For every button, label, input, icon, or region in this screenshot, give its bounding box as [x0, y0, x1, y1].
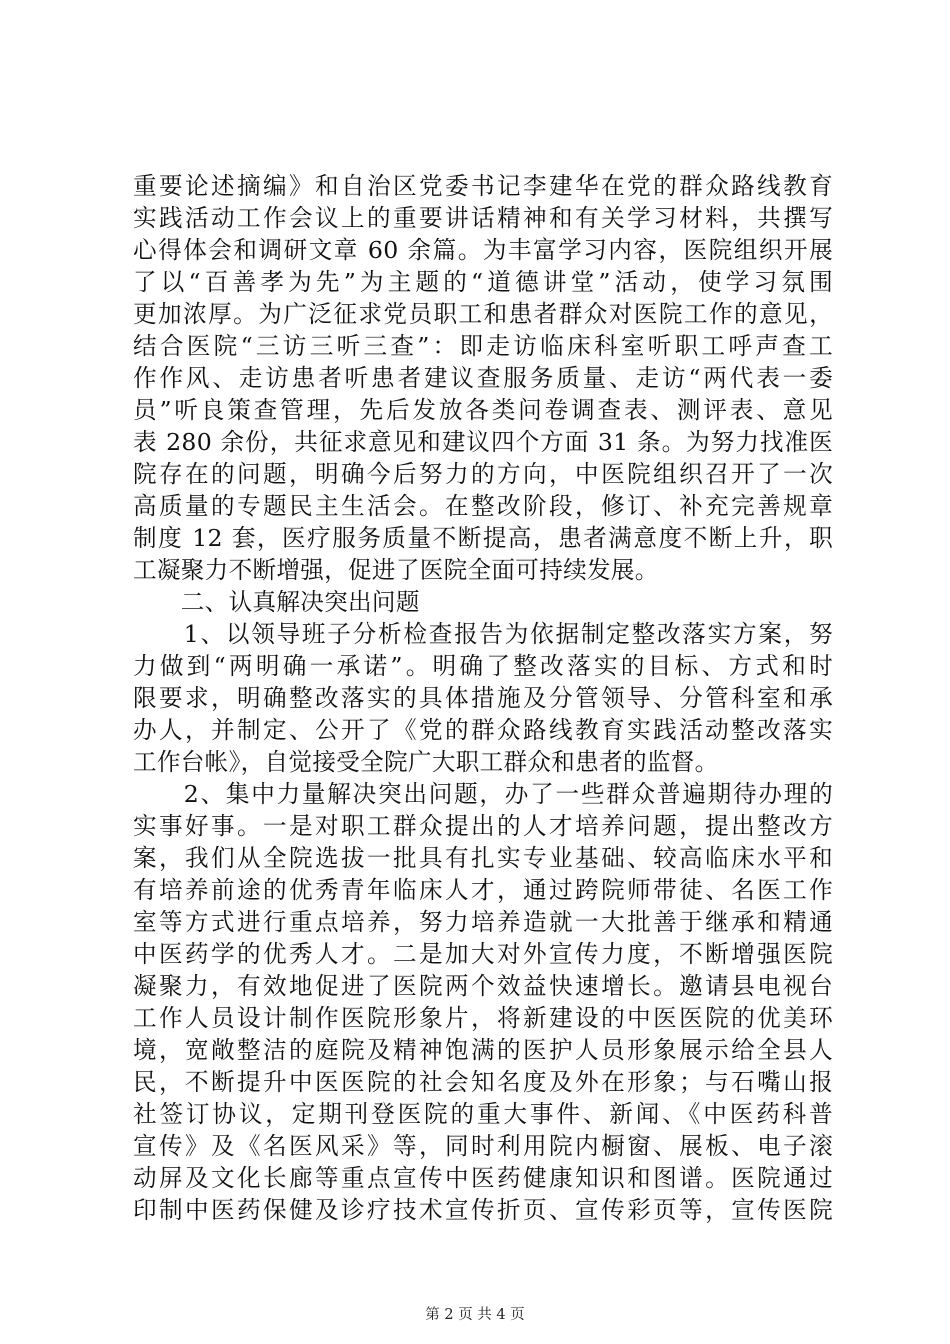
text-line-7: 作作风、走访患者听患者建议查服务质量、走访“两代表一委 [133, 364, 833, 392]
text-line-10: 院存在的问题，明确今后努力的方向，中医院组织召开了一次 [133, 460, 833, 488]
text-line-15: 1、以领导班子分析检查报告为依据制定整改落实方案，努 [133, 620, 833, 648]
text-line-12: 制度 12 套，医疗服务质量不断提高，患者满意度不断上升，职 [133, 524, 833, 552]
text-line-9: 表 280 余份，共征求意见和建议四个方面 31 条。为努力找准医 [133, 428, 833, 456]
text-line-22: 案，我们从全院选拔一批具有扎实专业基础、较高临床水平和 [133, 844, 833, 872]
text-line-13: 工凝聚力不断增强，促进了医院全面可持续发展。 [133, 556, 659, 584]
page-number-footer: 第 2 页 共 4 页 [425, 1307, 525, 1323]
text-line-3: 心得体会和调研文章 60 余篇。为丰富学习内容，医院组织开展 [133, 236, 833, 264]
text-line-21: 实事好事。一是对职工群众提出的人才培养问题，提出整改方 [133, 812, 833, 840]
text-line-5: 更加浓厚。为广泛征求党员职工和患者群众对医院工作的意见， [133, 300, 833, 328]
text-line-19: 工作台帐》，自觉接受全院广大职工群众和患者的监督。 [133, 748, 719, 776]
text-line-16: 力做到“两明确一承诺”。明确了整改落实的目标、方式和时 [133, 652, 833, 680]
text-line-24: 室等方式进行重点培养，努力培养造就一大批善于继承和精通 [133, 908, 833, 936]
text-line-4: 了以“百善孝为先”为主题的“道德讲堂”活动，使学习氛围 [133, 268, 833, 296]
text-line-30: 社签订协议，定期刊登医院的重大事件、新闻、《中医药科普 [133, 1100, 833, 1128]
text-line-6: 结合医院“三访三听三查”：即走访临床科室听职工呼声查工 [133, 332, 833, 360]
text-line-32: 动屏及文化长廊等重点宣传中医药健康知识和图谱。医院通过 [133, 1164, 833, 1192]
text-line-25: 中医药学的优秀人才。二是加大对外宣传力度，不断增强医院 [133, 940, 833, 968]
text-line-31: 宣传》及《名医风采》等，同时利用院内橱窗、展板、电子滚 [133, 1132, 833, 1160]
section-heading: 二、认真解决突出问题 [133, 588, 420, 616]
text-line-2: 实践活动工作会议上的重要讲话精神和有关学习材料，共撰写 [133, 204, 833, 232]
text-line-8: 员”听良策查管理，先后发放各类问卷调查表、测评表、意见 [133, 396, 833, 424]
text-line-1: 重要论述摘编》和自治区党委书记李建华在党的群众路线教育 [133, 172, 833, 200]
text-line-26: 凝聚力，有效地促进了医院两个效益快速增长。邀请县电视台 [133, 972, 833, 1000]
text-line-28: 境，宽敞整洁的庭院及精神饱满的医护人员形象展示给全县人 [133, 1036, 833, 1064]
text-line-17: 限要求，明确整改落实的具体措施及分管领导、分管科室和承 [133, 684, 833, 712]
text-line-33: 印制中医药保健及诊疗技术宣传折页、宣传彩页等，宣传医院 [133, 1196, 833, 1224]
text-line-27: 工作人员设计制作医院形象片，将新建设的中医医院的优美环 [133, 1004, 833, 1032]
text-line-20: 2、集中力量解决突出问题，办了一些群众普遍期待办理的 [133, 780, 833, 808]
document-body [133, 170, 833, 1226]
text-line-23: 有培养前途的优秀青年临床人才，通过跨院师带徒、名医工作 [133, 876, 833, 904]
text-line-11: 高质量的专题民主生活会。在整改阶段，修订、补充完善规章 [133, 492, 833, 520]
text-line-29: 民，不断提升中医医院的社会知名度及外在形象；与石嘴山报 [133, 1068, 833, 1096]
text-line-18: 办人，并制定、公开了《党的群众路线教育实践活动整改落实 [133, 716, 833, 744]
